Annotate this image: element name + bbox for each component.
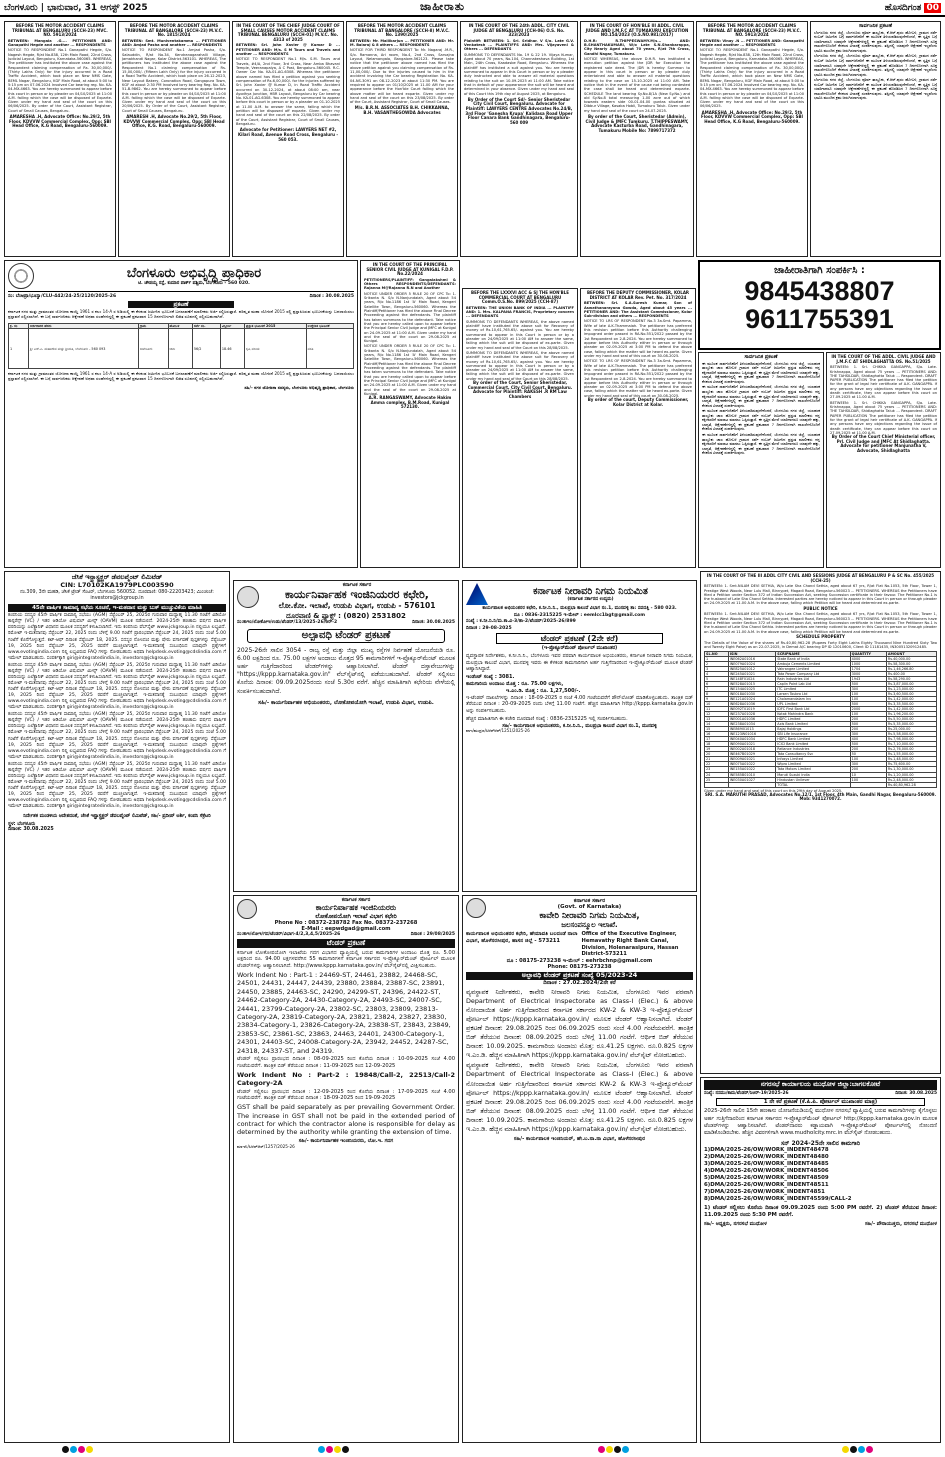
- gadag-notice-label: ಟೆಂಡರ್ ಪ್ರಕಟಣೆ: [237, 939, 455, 947]
- registration-marks: [842, 1446, 902, 1454]
- page-number: 00: [926, 3, 939, 13]
- jck-title: ಜೆಸಿಕೆ ಇನ್ಫ್ರಾಸ್ಟ್ರಕ್ಚರ್ ಡೆವಲಪ್ಮೆಂಟ್ ಲಿಮಿಟೆಡ್: [71, 573, 163, 581]
- mudhol-tender: ನಗರಸಭೆ ಕಾರ್ಯಾಲಯ ಮುಧೋಳ ಜಿಲ್ಲಾ:ಬಾಗಲಕೋಟೆ ಸಂಖ್ಯೆ: ನಸಮು/ಕಾಮ/ಟೆಂಡರ್/ಸಿಆರ್-19/2025-26 ದಿನಾಂಕ: 30.08.2025 1 ನೇ ಕರೆ ಪ್ರಕಟಣೆ (ಕೆ.ಪಿ.ಪಿ. ಪೋರ್ಟಲ್ ಮುಖಾಂತರ ಮಾತ್ರ) 2025-26ನೇ ಸಾಲಿನ 15ನೇ ಹಣಕಾಸು ಯೋಜನೆಯಡಿಯಲ್ಲಿ ಮುಧೋಳ ನಗರಸಭೆ ವ್ಯಾಪ್ತಿಯಲ್ಲಿ ಬರುವ ಕಾಮಗಾರಿಗಳನ್ನು ಕೈಗೊಳ್ಳಲು ಅರ್ಹ ಗುತ್ತಿಗೆದಾರರಿಂದ ಕರ್ನಾಟಕ ಸರ್ಕಾರದ ಇ-ಪ್ರೊಕ್ಯೂರ್‌ಮೆಂಟ್ ಪೋರ್ಟಲ್ http://kppp.karnataka.gov.in ಮೂಲಕ ಟೆಂಡರ್‌ಗಳನ್ನು ಆಹ್ವಾನಿಸಲಾಗಿದೆ. ಟೆಂಡರ್‌ದಾರರು ಕಡ್ಡಾಯವಾಗಿ ಇ-ಪ್ರೊಕ್ಯೂರ್‌ಮೆಂಟ್ ಪೋರ್ಟಲ್‌ನಲ್ಲಿ ನೋಂದಣಿ ಮಾಡಿಕೊಂಡಿರಬೇಕು. ಹೆಚ್ಚಿನ ವಿವರಗಳಿಗಾಗಿ www.mudholcity.mrc.in ವೆಬ್‌ಸೈಟ್ ನೋಡಬಹುದು. ಸನ್ 2024-25ನೇ ಸಾಲಿನ ಕಾಮಗಾರಿ 1)DMA/2025-26/OW/WORK_INDENT48478 2)DMA/2025-26/OW/WORK_INDENT48480 3)DMA/2025-26/OW/WORK_INDENT48485 4)DMA/2025-26/OW/WORK_INDENT48506 5)DMA/2025-26/OW/WORK_INDENT48509 6)DMA/2025-26/OW/WORK_INDENT48511 7)DMA/2025-26/OW/WORK_INDENT4851 8)DMA/2025-26/OW/WORK_INDENT45599/CALL-2 1) ಟೆಂಡರ್ ಸಲ್ಲಿಸಲು ಕೊನೆಯ ದಿನಾಂಕ 09.09.2025 ರಂದು 5:00 PM ರವರೆಗೆ. 2) ಟೆಂಡರ್ ತೆರೆಯುವ ದಿನಾಂಕ: 11.09.2025 ರಂದು 5:30 PM ರವರೆಗೆ. ಸಹಿ/- ಅಧ್ಯಕ್ಷರು, ನಗರಸಭೆ ಮುಧೋಳ ಸಹಿ/- ಪೌರಾಯುಕ್ತರು, ನಗರಸಭೆ ಮುಧೋಳ: [700, 1077, 941, 1443]
- bda-notice-label: ಪ್ರಕಟಣೆ: [128, 301, 234, 308]
- work-indent-list: [704, 1147, 937, 1204]
- bda-title: ಬೆಂಗಳೂರು ಅಭಿವೃದ್ಧಿ ಪ್ರಾಧಿಕಾರ: [126, 265, 262, 281]
- kaveri-tender: ಕರ್ನಾಟಕ ಸರ್ಕಾರ (Govt. of Karnataka) ಕಾವೇರಿ ನೀರಾವರಿ ನಿಗಮ ನಿಯಮಿತ, ಜಲಸಂಪನ್ಮೂಲ ಇಲಾಖೆ. ಕಾರ್ಯಪಾಲಕ ಅಭಿಯಂತರರ ಕಛೇರಿ, ಹೇಮಾವತಿ ಬಲದಂಡೆ ನಾಲಾ ವಿಭಾಗ, ಹೊಳೆನರಸೀಪುರ, ಹಾಸನ ಜಿಲ್ಲೆ - 573211 Office of the Executive Engineer, Hemavathy Right Bank Canal, Division, Holenarasipura, Hassan District-573211 ದೂ : 08175-273238 ಇ-ಮೇಲ್ : eehrbchnp@gmail.com Phone: 08175-273238 ಅಲ್ಪಾವಧಿ ಟೆಂಡರ್ ಪ್ರಕಟಣೆ ಸಂಖ್ಯೆ 05/2023-24 ದಿನಾಂಕ : 27.02.2024/2ನೇ ಕರೆ ವ್ಯವಸ್ಥಾಪಕ ನಿರ್ದೇಶಕರು, ಕಾವೇರಿ ನೀರಾವರಿ ನಿಗಮ ನಿಯಮಿತ, ಬೆಂಗಳೂರು ಇವರ ಪರವಾಗಿ Department of Electrical Inspectorate as Class-I (Elec.) & above ನೋಂದಾಯಿತ ಅರ್ಹ ಗುತ್ತಿಗೆದಾರರಿಂದ ಕರ್ನಾಟಕ ಸರ್ಕಾರದ KW-2 & KW-3 ಇ-ಪ್ರೊಕ್ಯೂರ್‌ಮೆಂಟ್ ಪೋರ್ಟಲ್ https://kppp.karnataka.gov.in/ ಮೂಲಕ ಟೆಂಡರ್ ಆಹ್ವಾನಿಸಲಾಗಿದೆ. ಟೆಂಡರ್ ಪ್ರಕಟಣೆ ದಿನಾಂಕ: 29.08.2025 ರಿಂದ 06.09.2025 ರಂದು ಸಂಜೆ 4.00 ಗಂಟೆಯವರೆಗೆ. ತಾಂತ್ರಿಕ ಬಿಡ್ ತೆರೆಯುವ ದಿನಾಂಕ: 08.09.2025 ರಂದು ಬೆಳಿಗ್ಗೆ 11.00 ಗಂಟೆಗೆ. ಆರ್ಥಿಕ ಬಿಡ್ ತೆರೆಯುವ ದಿನಾಂಕ: 10.09.2025. ಕಾಮಗಾರಿಯ ಅಂದಾಜು ಮೊತ್ತ: ರೂ.41.25 ಲಕ್ಷಗಳು. ರೂ.0.825 ಲಕ್ಷಗಳ ಇ.ಎಂ.ಡಿ. ಹೆಚ್ಚಿನ ಮಾಹಿತಿಗಾಗಿ https://kppp.karnataka.gov.in/ ವೆಬ್‌ಸೈಟ್ ನೋಡಬಹುದು. ವ್ಯವಸ್ಥಾಪಕ ನಿರ್ದೇಶಕರು, ಕಾವೇರಿ ನೀರಾವರಿ ನಿಗಮ ನಿಯಮಿತ, ಬೆಂಗಳೂರು ಇವರ ಪರವಾಗಿ Department of Electrical Inspectorate as Class-I (Elec.) & above ನೋಂದಾಯಿತ ಅರ್ಹ ಗುತ್ತಿಗೆದಾರರಿಂದ ಕರ್ನಾಟಕ ಸರ್ಕಾರದ KW-2 & KW-3 ಇ-ಪ್ರೊಕ್ಯೂರ್‌ಮೆಂಟ್ ಪೋರ್ಟಲ್ https://kppp.karnataka.gov.in/ ಮೂಲಕ ಟೆಂಡರ್ ಆಹ್ವಾನಿಸಲಾಗಿದೆ. ಟೆಂಡರ್ ಪ್ರಕಟಣೆ ದಿನಾಂಕ: 29.08.2025 ರಿಂದ 06.09.2025 ರಂದು ಸಂಜೆ 4.00 ಗಂಟೆಯವರೆಗೆ. ತಾಂತ್ರಿಕ ಬಿಡ್ ತೆರೆಯುವ ದಿನಾಂಕ: 08.09.2025 ರಂದು ಬೆಳಿಗ್ಗೆ 11.00 ಗಂಟೆಗೆ. ಆರ್ಥಿಕ ಬಿಡ್ ತೆರೆಯುವ ದಿನಾಂಕ: 10.09.2025. ಕಾಮಗಾರಿಯ ಅಂದಾಜು ಮೊತ್ತ: ರೂ.41.25 ಲಕ್ಷಗಳು. ರೂ.0.825 ಲಕ್ಷಗಳ ಇ.ಎಂ.ಡಿ. ಹೆಚ್ಚಿನ ಮಾಹಿತಿಗಾಗಿ https://kppp.karnataka.gov.in/ ವೆಬ್‌ಸೈಟ್ ನೋಡಬಹುದು. ಸಹಿ/- ಕಾರ್ಯಪಾಲಕ ಇಂಜಿನಿಯರ್, ಹೇ.ಬ.ನಾ.ನಾ ವಿಭಾಗ, ಹೊಳೆನರಸೀಪುರ: [462, 895, 697, 1443]
- list-item: 5)DMA/2025-26/OW/WORK_INDENT48509: [704, 1175, 829, 1182]
- registration-marks: [62, 1446, 122, 1454]
- mudhol-title: ನಗರಸಭೆ ಕಾರ್ಯಾಲಯ ಮುಧೋಳ ಜಿಲ್ಲಾ:ಬಾಗಲಕೋಟೆ: [704, 1080, 937, 1090]
- kannada-public-notice: ಸಾರ್ವಜನಿಕ ಪ್ರಕಟಣೆ ಈ ಮೂಲಕ ಸಾರ್ವಜನಿಕರಿಗೆ ತಿಳಿಯಪಡಿಸುವುದೇನೆಂದರೆ, ಬೆಂಗಳೂರು ನಗರ ಜಿಲ್ಲೆ, ಯಲಹಂಕ ತಾಲ್ಲೂಕು ಜಾಲ ಹೋಬಳಿ ಗ್ರಾಮದ ಸರ್ವೆ ನಂಬರ್ ಜಮೀನಿನ ಪ್ರಸ್ತುತ ಮಾಲೀಕರು ನನ್ನ ಕಕ್ಷಿದಾರರಿಗೆ ಮಾರಾಟ ಮಾಡಲು ಒಪ್ಪಿರುತ್ತಾರೆ. ಈ ಸ್ವತ್ತಿನ ಮೇಲೆ ಯಾರಿಗಾದರೂ ಯಾವುದೇ ಹಕ್ಕು, ಬಾಧ್ಯತೆ, ಆಕ್ಷೇಪಣೆಗಳಿದ್ದಲ್ಲಿ ಈ ಪ್ರಕಟಣೆ ಪ್ರಕಟವಾದ 7 ದಿನಗಳೊಳಗಾಗಿ ದಾಖಲೆಗಳೊಂದಿಗೆ ಕೆಳಕಂಡ ವಿಳಾಸಕ್ಕೆ ಸಂಪರ್ಕಿಸುವುದು. ಈ ಮೂಲಕ ಸಾರ್ವಜನಿಕರಿಗೆ ತಿಳಿಯಪಡಿಸುವುದೇನೆಂದರೆ, ಬೆಂಗಳೂರು ನಗರ ಜಿಲ್ಲೆ, ಯಲಹಂಕ ತಾಲ್ಲೂಕು ಜಾಲ ಹೋಬಳಿ ಗ್ರಾಮದ ಸರ್ವೆ ನಂಬರ್ ಜಮೀನಿನ ಪ್ರಸ್ತುತ ಮಾಲೀಕರು ನನ್ನ ಕಕ್ಷಿದಾರರಿಗೆ ಮಾರಾಟ ಮಾಡಲು ಒಪ್ಪಿರುತ್ತಾರೆ. ಈ ಸ್ವತ್ತಿನ ಮೇಲೆ ಯಾರಿಗಾದರೂ ಯಾವುದೇ ಹಕ್ಕು, ಬಾಧ್ಯತೆ, ಆಕ್ಷೇಪಣೆಗಳಿದ್ದಲ್ಲಿ ಈ ಪ್ರಕಟಣೆ ಪ್ರಕಟವಾದ 7 ದಿನಗಳೊಳಗಾಗಿ ದಾಖಲೆಗಳೊಂದಿಗೆ ಕೆಳಕಂಡ ವಿಳಾಸಕ್ಕೆ ಸಂಪರ್ಕಿಸುವುದು. ಈ ಮೂಲಕ ಸಾರ್ವಜನಿಕರಿಗೆ ತಿಳಿಯಪಡಿಸುವುದೇನೆಂದರೆ, ಬೆಂಗಳೂರು ನಗರ ಜಿಲ್ಲೆ, ಯಲಹಂಕ ತಾಲ್ಲೂಕು ಜಾಲ ಹೋಬಳಿ ಗ್ರಾಮದ ಸರ್ವೆ ನಂಬರ್ ಜಮೀನಿನ ಪ್ರಸ್ತುತ ಮಾಲೀಕರು ನನ್ನ ಕಕ್ಷಿದಾರರಿಗೆ ಮಾರಾಟ ಮಾಡಲು ಒಪ್ಪಿರುತ್ತಾರೆ. ಈ ಸ್ವತ್ತಿನ ಮೇಲೆ ಯಾರಿಗಾದರೂ ಯಾವುದೇ ಹಕ್ಕು, ಬಾಧ್ಯತೆ, ಆಕ್ಷೇಪಣೆಗಳಿದ್ದಲ್ಲಿ ಈ ಪ್ರಕಟಣೆ ಪ್ರಕಟವಾದ 7 ದಿನಗಳೊಳಗಾಗಿ ದಾಖಲೆಗಳೊಂದಿಗೆ ಕೆಳಕಂಡ ವಿಳಾಸಕ್ಕೆ ಸಂಪರ್ಕಿಸುವುದು. ಈ ಮೂಲಕ ಸಾರ್ವಜನಿಕರಿಗೆ ತಿಳಿಯಪಡಿಸುವುದೇನೆಂದರೆ, ಬೆಂಗಳೂರು ನಗರ ಜಿಲ್ಲೆ, ಯಲಹಂಕ ತಾಲ್ಲೂಕು ಜಾಲ ಹೋಬಳಿ ಗ್ರಾಮದ ಸರ್ವೆ ನಂಬರ್ ಜಮೀನಿನ ಪ್ರಸ್ತುತ ಮಾಲೀಕರು ನನ್ನ ಕಕ್ಷಿದಾರರಿಗೆ ಮಾರಾಟ ಮಾಡಲು ಒಪ್ಪಿರುತ್ತಾರೆ. ಈ ಸ್ವತ್ತಿನ ಮೇಲೆ ಯಾರಿಗಾದರೂ ಯಾವುದೇ ಹಕ್ಕು, ಬಾಧ್ಯತೆ, ಆಕ್ಷೇಪಣೆಗಳಿದ್ದಲ್ಲಿ ಈ ಪ್ರಕಟಣೆ ಪ್ರಕಟವಾದ 7 ದಿನಗಳೊಳಗಾಗಿ ದಾಖಲೆಗಳೊಂದಿಗೆ ಕೆಳಕಂಡ ವಿಳಾಸಕ್ಕೆ ಸಂಪರ್ಕಿಸುವುದು.: [698, 352, 824, 568]
- table-row: 25 INE030A01027 Hindustan Unilever 100 Rs.2,48,000.00: [705, 777, 937, 782]
- notice-mact-3: BEFORE THE MOTOR ACCIDENT CLAIMS TRIBUNAL AT BANGALORE (SCCH-23) M.V.C. NO. 5913/2024 BETWEEN: Vinay .N ... PETITIONER AND: Ganapathi Hegde and another ... RESPONDENTS NOTICE TO RESPONDENT No.1 Ganapathi Hegde, S/o. Nagesh Hegde, R/at No.838, 12th Main Road, 22nd Cross, Judicial Layout, Bengaluru, Karnataka-560065. WHEREAS, The petitioner has instituted the above case against the Respondent claiming compensation of Rs. 30,00,000/- (Thirty Lakhs Only) for the injury occurred in a Road Traffic Accident, which took place on New NMS Gate, BEML Nagar, Bengaluru, KGF Main Road, at about 5:00 to 5:15 pm on 07.06.2024 Involved Car bearing reg. No. KA-04-MX-4663. You are hereby summoned to appear before this court in person or by pleader on 04/10/2025 at 11:00 A.M. failing which the case will be disposed of Exparte. Given under my hand and seal of the court on this 06/06/2025. AMARESHA .H, Advocate Office: No.29/2, 5th Floor, KDVVW Commercial Complex, Opp: SBI Head Office, K.G Road, Bengaluru-560009.: [696, 21, 808, 257]
- ad-phone-1: 9845438807: [744, 275, 895, 306]
- table-row: 10 INE628A01036 UPL Limited 500 Rs.3,35,500.00: [705, 702, 937, 707]
- table-row: 20 INE467B01029 Tata Consultancy Svc 50 Rs.1,55,000.00: [705, 752, 937, 757]
- header-section: ಜಾಹೀರಾತು: [420, 0, 466, 13]
- table-row: 8 INE018A01030 Larsen Toubro Ltd 100 Rs.3,60,500.00: [705, 692, 937, 697]
- bda-notice: ಬೆಂಗಳೂರು ಅಭಿವೃದ್ಧಿ ಪ್ರಾಧಿಕಾರ ಟಿ. ಚೌಡಯ್ಯ ರಸ್ತೆ, ಕುಮಾರ ಪಾರ್ಕ್ ಪಶ್ಚಿಮ, ಬೆಂಗಳೂರು - 560 020. ಸಂ: ಬೆಂಅಪ್ರಾ/ಭೂಸ್ವಾ/CLU-442/24-25/2120/2025-26 ದಿನಾಂಕ : 30.08.2025 ಪ್ರಕಟಣೆ ಕರ್ನಾಟಕ ನಗರ ಮತ್ತು ಗ್ರಾಮಾಂತರ ಯೋಜನಾ ಕಾಯ್ದೆ 1961 ರ ಕಲಂ 14-A ರ ಅಡಿಯಲ್ಲಿ ಈ ಕೆಳಕಂಡ ಜಮೀನಿನ ಭೂಬಳಕೆ ಬದಲಾವಣೆಗೆ ಮಾಲೀಕರು ಅರ್ಜಿ ಸಲ್ಲಿಸಿರುತ್ತಾರೆ. ಪರಿಷ್ಕೃತ ಮಹಾ ಯೋಜನೆ 2015 ರಲ್ಲಿ ಪ್ರಸ್ತಾಪಿಸಿರುವ ಭೂಬಳಕೆಯನ್ನು ಬದಲಾಯಿಸಲು ಪ್ರಸ್ತಾವನೆ ಸಲ್ಲಿಸಲಾಗಿದೆ. ಈ ಬಗ್ಗೆ ಸಾರ್ವಜನಿಕರು ಆಕ್ಷೇಪಣೆ ಅಥವಾ ಸಲಹೆಗಳಿದ್ದಲ್ಲಿ ಈ ಪ್ರಕಟಣೆ ಪ್ರಕಟವಾದ 15 ದಿನಗಳೊಳಗಾಗಿ ಲಿಖಿತ ರೂಪದಲ್ಲಿ ಸಲ್ಲಿಸಬಹುದಾಗಿದೆ. ಕ್ರ. ಸಂ ಅರ್ಜಿದಾರರ ಹೆಸರು ಗ್ರಾಮ ಹೋಬಳಿ ಸರ್ವೆ ನಂ. ವಿಸ್ತೀರ್ಣ ಪ್ರಸ್ತುತ ಭೂಬಳಕೆ 2015 ಉದ್ದೇಶಿತ ಭೂಬಳಕೆ 1 ಶ್ರೀ ಎಸ್.ಎ. ಮಹಾದೇವ ಮತ್ತು ಶ್ರೀಮತಿ, ಬೆಂಗಳೂರು - 560 093 ಬಾಗಲೂರು ಜಾಲ 56/2 18.46 ಕೃಷಿ ವಲಯ ವಸತಿ ಕರ್ನಾಟಕ ನಗರ ಮತ್ತು ಗ್ರಾಮಾಂತರ ಯೋಜನಾ ಕಾಯ್ದೆ 1961 ರ ಕಲಂ 14-A ರ ಅಡಿಯಲ್ಲಿ ಈ ಕೆಳಕಂಡ ಜಮೀನಿನ ಭೂಬಳಕೆ ಬದಲಾವಣೆಗೆ ಮಾಲೀಕರು ಅರ್ಜಿ ಸಲ್ಲಿಸಿರುತ್ತಾರೆ. ಪರಿಷ್ಕೃತ ಮಹಾ ಯೋಜನೆ 2015 ರಲ್ಲಿ ಪ್ರಸ್ತಾಪಿಸಿರುವ ಭೂಬಳಕೆಯನ್ನು ಬದಲಾಯಿಸಲು ಪ್ರಸ್ತಾವನೆ ಸಲ್ಲಿಸಲಾಗಿದೆ. ಈ ಬಗ್ಗೆ ಸಾರ್ವಜನಿಕರು ಆಕ್ಷೇಪಣೆ ಅಥವಾ ಸಲಹೆಗಳಿದ್ದಲ್ಲಿ ಈ ಪ್ರಕಟಣೆ ಪ್ರಕಟವಾದ 15 ದಿನಗಳೊಳಗಾಗಿ ಲಿಖಿತ ರೂಪದಲ್ಲಿ ಸಲ್ಲಿಸಬಹುದಾಗಿದೆ. ಸಹಿ/- ನಗರ ಯೋಜನಾ ಸದಸ್ಯರು, ಬೆಂಗಳೂರು ಅಭಿವೃದ್ಧಿ ಪ್ರಾಧಿಕಾರ, ಬೆಂಗಳೂರು: [4, 260, 358, 568]
- ad-phone-2: 9611755391: [745, 304, 894, 335]
- table-row: 11 INE092T01019 IDFC First Bank Ltd 2000 Rs.1,42,000.00: [705, 707, 937, 712]
- list-item: 3)DMA/2025-26/OW/WORK_INDENT48485: [704, 1160, 829, 1167]
- registration-marks: [598, 1446, 658, 1454]
- notice-kunigal: IN THE COURT OF THE PRINCIPAL SENIOR CIVIL JUDGE AT KUNIGAL F.D.P. No.22/2024 PETITIONERS/PLAINTIFF: Gangalakshmi & Others RESPONDENTS/DEFENDANTS: Rajanna M@Rajanna R.N and Another NOTICE UNDER ORDER 5 RULE 20 OF CPC To: 1. Srikanta N. S/o N.Nanjundaiah, Aged about 54 years, R/o No.1186 1st 'A' Main Road, Kengeri Satellite Town, Bengaluru-560060. Whereas the Plaintiff/Petitioner has filed the above Final Decree Proceeding against the defendants. The plaintiff has taken summons to the defendant. Take notice that you are hereby called upon to appear before the Principal Senior Civil Judge and JMFC at Kunigal on 24-09-2025 at 11:00 A.M. Given under my hand and the seal of the court on 29-08-2025 at Kunigal. NOTICE UNDER ORDER 5 RULE 20 OF CPC To: 1. Srikanta N. S/o N.Nanjundaiah, Aged about 54 years, R/o No.1186 1st 'A' Main Road, Kengeri Satellite Town, Bengaluru-560060. Whereas the Plaintiff/Petitioner has filed the above Final Decree Proceeding against the defendants. The plaintiff has taken summons to the defendant. Take notice that you are hereby called upon to appear before the Principal Senior Civil Judge and JMFC at Kunigal on 24-09-2025 at 11:00 A.M. Given under my hand and the seal of the court on 29-08-2025 at Kunigal. A.R. RANGASWAMY, Advocate Hakim Amma complex, B.M.Road, Kunigal 572130.: [360, 260, 460, 568]
- notice-city-civil-court: IN THE COURT OF THE III ADDL CITY CIVIL AND SESSIONS JUDGE AT BENGALURU P & SC No. 455/2025 (CCH-25) BETWEEN: 1. Smt.NILAM DEVI SETHIA, W/o Late Sha Chand Sethia, aged about 67 yrs, R/at Flat No.1053, 5th Floor, Tower 1, Prestige West Woods, Near Lulu Mall, Binnypet, Magadi Road, Bengaluru-560023 ... PETITIONERS. WHEREAS the Petitioners have filed a Petition under Section 372 of Indian Succession Act, seeking Succession certificate in their favour. The Petitioner No.1 is the husband of Late Sha Chand Sethia. Interested parties are hereby noticed to appear in this Court in person or through pleader on 24.09.2025 at 11.00 A.M. In the above case, failing which Petition will be heard and determined ex-parte. PUBLIC NOTICE BETWEEN: 1. Smt.NILAM DEVI SETHIA, W/o Late Sha Chand Sethia, aged about 67 yrs, R/at Flat No.1053, 5th Floor, Tower 1, Prestige West Woods, Near Lulu Mall, Binnypet, Magadi Road, Bengaluru-560023 ... PETITIONERS. WHEREAS the Petitioners have filed a Petition under Section 372 of Indian Succession Act, seeking Succession certificate in their favour. The Petitioner No.1 is the husband of Late Sha Chand Sethia. Interested parties are hereby noticed to appear in this Court in person or through pleader on 24.09.2025 at 11.00 A.M. In the above case, failing which Petition will be heard and determined ex-parte. SCHEDULE PROPERTY The Details of the Value of the shares of Rs.40,80,962.28 (Rupees Forty Eight Lakhs Eighty Thousand Nine Hundred Sixty Two and Twenty Eight Paise) as on 22-07-2025, in Demat A/C bearing DP ID 12010600, Client ID 11181435, IN30051320912485. SL.NO ISIN SCRIPNAME QUANTITY AMOUNT 1 INE062A01016 State Bank of India 4000 Rs.40,000.00 2 INE079A01024 Ambuja Cements Limited 1000 Rs.58,300.00 3 INE825A01012 Vakrangee Limited 1704 Rs.1,46,266.80 4 INE245A01021 Tata Power Company Ltd 3000 Rs.400.00 5 INE148F01024 Rain Industries Ltd 1943 Rs.58,290.00 6 INE528A01015 Caplin Point Lab Ltd 500 Rs.3,87,000.00 7 INE154A01025 ITC Limited 300 Rs.1,23,000.00 8 INE018A01030 Larsen Toubro Ltd 100 Rs.3,60,500.00 9 INE121A01024 Cholamandalam Inv 100 Rs.1,42,000.00 10 INE628A01036 UPL Limited 500 Rs.3,35,500.00 11 INE092T01019 IDFC First Bank Ltd 2000 Rs.1,42,000.00 12 INE237A01028 Kotak Mahindra Bank 100 Rs.1,96,200.00 13 INE001A01036 HDFC Limited 200 Rs.5,50,000.00 14 INE238A01034 Axis Bank Limited 500 Rs.5,35,000.00 15 INE869I01013 Bajaj Holdings 200 Rs.25,000.00 16 INE123W01016 SBI Life Insurance 300 Rs.5,58,000.00 17 INE040A01034 HDFC Bank Limited 400 Rs.7,98,000.00 18 INE090A01021 ICICI Bank Limited 500 Rs.7,10,000.00 19 INE002A01018 Reliance Industries 200 Rs.2,76,000.00 20 INE467B01029 Tata Consultancy Svc 50 Rs.1,55,000.00 21 INE009A01021 Infosys Limited 100 Rs.1,48,000.00 22 INE075A01022 Wipro Limited 300 Rs.75,600.00 23 INE155A01022 Tata Motors Limited 200 Rs.1,30,000.00 24 INE585B01010 Maruti Suzuki India 10 Rs.1,20,000.00 25 INE030A01027 Hindustan Unilever 100 Rs.2,48,000.00 TOTAL Rs.40,80,962.28 Given under my hand and seal of this court on this 29th day of August 2025. SRI. S.A. MARUTHI PRASAD, Advocates No.12/1, 1st Floor, 4th Main, Gandhi Nagar, Bengaluru-560009. Mob: 9341270072.: [700, 571, 941, 1074]
- gadag-tender: ಕರ್ನಾಟಕ ಸರ್ಕಾರ ಕಾರ್ಯನಿರ್ವಾಹಕ ಇಂಜಿನಿಯರರು ಲೋಕೋಪಯೋಗಿ ಇಲಾಖೆ ವಿಭಾಗ ಕಛೇರಿ Phone No : 08372-238782 Fax No. 08372-237268 E-Mail : eepwdgad@gmail.com ಸಂ:ಕಾಇ/ಲೋಇ/ಗದ/ಟೆಂಡರ್/ವಿಭಾಗ-4/2,3,4,5/2025-26 ದಿನಾಂಕ : 29/08/2025 ಟೆಂಡರ್ ಪ್ರಕಟಣೆ ಕರ್ನಾಟಕ ಲೋಕೋಪಯೋಗಿ ಇಲಾಖೆಯ ಗದಗ ವಿಭಾಗದ ವ್ಯಾಪ್ತಿಯಲ್ಲಿ ಬರುವ ಕಾಮಗಾರಿಗಳ ಅಂದಾಜು ಮೊತ್ತ ರೂ. 5.00 ಲಕ್ಷದಿಂದ ರೂ. 94.00 ಲಕ್ಷಗಳವರೆಗಿನ 55 ಕಾಮಗಾರಿಗಳಿಗೆ ಕರ್ನಾಟಕ ಸರ್ಕಾರದ ಇ-ಪ್ರೊಕ್ಯೂರ್‌ಮೆಂಟ್ ಪೋರ್ಟಲ್ ಮೂಲಕ ಟೆಂಡರ್‌ಗಳನ್ನು ಆಹ್ವಾನಿಸಲಾಗಿದೆ. http://www.kppp.karnataka.gov.in/ ವೆಬ್‌ಸೈಟ್‌ನಲ್ಲಿ ವೀಕ್ಷಿಸಬಹುದು. Work Indent No : Part-1 : 24469-ST, 24461, 23882, 24468-SC, 24501, 24431, 24447, 24439, 23880, 23884, 23887-SC, 23891, 24450, 23885, 24463-SC, 24290, 24299-ST, 24396, 24422-ST, 24462-Category-2A, 24430-Category-2A, 24493-SC, 24007-SC, 24441, 23799-Category-2A, 23802-SC, 23803, 23809, 23813-Category-2A, 23819-Category-2A, 23821, 23824, 23827, 23830, 23834-Category-1, 23826-Category-2A, 23838-ST, 23843, 23849, 23853-SC, 23861-SC, 23863, 24463, 24401, 24300-Category-1, 24301, 24403-SC, 24008-Category-2A, 23942, 24452, 24287-SC, 24318, 24337-ST, and 24319. ಟೆಂಡರ್ ಸಲ್ಲಿಸಲು ಪ್ರಾರಂಭದ ದಿನಾಂಕ : 08-09-2025 ರಿಂದ ಕೊನೆಯ ದಿನಾಂಕ : 10-09-2025 ಸಂಜೆ 4.00 ಗಂಟೆಯವರೆಗೆ. ತಾಂತ್ರಿಕ ಬಿಡ್ ತೆರೆಯುವ ದಿನಾಂಕ : 11-09-2025 ರಿಂದ 12-09-2025 Work Indent No : Part-2 : 19848/Call-2, 22513/Call-2 Category-2A ಟೆಂಡರ್ ಸಲ್ಲಿಸಲು ಪ್ರಾರಂಭದ ದಿನಾಂಕ : 12-09-2025 ರಿಂದ ಕೊನೆಯ ದಿನಾಂಕ : 17-09-2025 ಸಂಜೆ 4.00 ಗಂಟೆಯವರೆಗೆ. ತಾಂತ್ರಿಕ ಬಿಡ್ ತೆರೆಯುವ ದಿನಾಂಕ : 18-09-2025 ರಿಂದ 19-09-2025 GST shall be paid separately as per prevailing Government Order. The increase in GST shall not be paid in the extended period of contract for which the contractor alone is responsible for delay as determined by the authority while granting the extension of time. ಸಹಿ/- ಕಾರ್ಯನಿರ್ವಾಹಕ ಇಂಜಿನಿಯರರು, ಲೋ.ಇ. ಗದಗ ಮಾಇನಿ/ಸಿಆರ್‌ಆರ್/1257/2025-26: [233, 895, 459, 1443]
- header-date: ಬೆಂಗಳೂರು | ಭಾನುವಾರ, 31 ಆಗಸ್ಟ್ 2025: [4, 3, 148, 13]
- knnl-notice-label: ಟೆಂಡರ್ ಪ್ರಕಟಣೆ (2ನೇ ಕರೆ): [496, 633, 663, 644]
- karnataka-emblem-icon: [237, 899, 257, 919]
- notice-commercial-court: BEFORE THE LXXXVI ACC & SJ THE HON'BLE COMMERCIAL COURT AT BENGALURU Comm.O.S.No. 899/2025 (CCH-87) BETWEEN: THE UNION BANK OF INDIA ... PLAINTIFF AND: 1. Mrs. KALPANA FRANCIS, Proprietary concern ... DEFENDANTS SUMMONS TO DEFENDANTS WHEREAS, the above named plaintiff have instituted the above suit for Recovery of money of Rs.10,61,765.65/- against you. You are hereby summoned to appear in this Court in person or by a pleader on 24/09/2025 at 11:00 AM to answer the same, failing which the suit will be disposed of ex-parte. Given under my hand and seal of the Court on this 28/08/2025. SUMMONS TO DEFENDANTS WHEREAS, the above named plaintiff have instituted the above suit for Recovery of money of Rs.10,61,765.65/- against you. You are hereby summoned to appear in this Court in person or by a pleader on 24/09/2025 at 11:00 AM to answer the same, failing which the suit will be disposed of ex-parte. Given under my hand and seal of the Court on this 28/08/2025. By order of the Court, Senior Sheristedar, Commercial Court, City Civil Court, Bengaluru. Advocate for Plaintiff: RAKESH .R RM Law Chambers: [462, 288, 578, 568]
- table-row: 2 INE079A01024 Ambuja Cements Limited 1000 Rs.58,300.00: [705, 662, 937, 667]
- registration-marks: [318, 1446, 378, 1454]
- list-item: 4)DMA/2025-26/OW/WORK_INDENT48506: [704, 1167, 829, 1174]
- udupi-notice-label: ಅಲ್ಪಾವಧಿ ಟೆಂಡರ್ ಪ್ರಕಟಣೆ: [247, 629, 445, 643]
- notice-kolar-dc: BEFORE THE DEPUTY COMMISSIONER, KOLAR DISTRICT AT KOLAR Rev. Pet. No. 317/2024 BETWEEN: Sri. S.A.Suresh Kumar, Son of Aswathanarayana Gowda, Aged about 45 years ... PETITIONER AND: The Assistant Commissioner, Kolar Sub-division and others ... RESPONDENTS NOTICE TO LRS OF RESPONDENT No.3 3a.Smt. Papamma, Wife of late A.K.Thammaiah. The petitioner has preferred this revision petition before this Authority challenging impugned order passed in RA.No.551/2022 passed by the 1st Respondent on 2-8-2024. You are hereby summoned to appear before this Authority either in person or through pleader on 02-09-2025 at 3:00 PM to defend the above case, failing which the matter will be heard ex-parte. Given under my hand and seal of this court on 30-08-2025. NOTICE TO LRS OF RESPONDENT No.3 3a.Smt. Papamma, Wife of late A.K.Thammaiah. The petitioner has preferred this revision petition before this Authority challenging impugned order passed in RA.No.551/2022 passed by the 1st Respondent on 2-8-2024. You are hereby summoned to appear before this Authority either in person or through pleader on 02-09-2025 at 3:00 PM to defend the above case, failing which the matter will be heard ex-parte. Given under my hand and seal of this court on 30-08-2025. By order of the court, Deputy Commissioner, Kolar District at Kolar.: [580, 288, 696, 568]
- table-row: 15 INE869I01013 Bajaj Holdings 200 Rs.25,000.00: [705, 727, 937, 732]
- table-row: 9 INE121A01024 Cholamandalam Inv 100 Rs.1,42,000.00: [705, 697, 937, 702]
- table-row: 7 INE154A01025 ITC Limited 300 Rs.1,23,000.00: [705, 687, 937, 692]
- table-row: 17 INE040A01034 HDFC Bank Limited 400 Rs.7,98,000.00: [705, 737, 937, 742]
- table-row: 23 INE155A01022 Tata Motors Limited 200 Rs.1,30,000.00: [705, 767, 937, 772]
- list-item: 8)DMA/2025-26/OW/WORK_INDENT45599/CALL-2: [704, 1196, 852, 1203]
- shares-table: SL.NO ISIN SCRIPNAME QUANTITY AMOUNT 1 INE062A01016 State Bank of India 4000 Rs.40,000.00 2 INE079A01024 Ambuja Cements Limited 1000 Rs.58,300.00 3 INE825A01012 Vakrangee Limited 1704 Rs.1,46,266.80 4 INE245A01021 Tata Power Company Ltd 3000 Rs.400.00 5 INE148F01024 Rain Industries Ltd 1943 Rs.58,290.00 6 INE528A01015 Caplin Point Lab Ltd 500 Rs.3,87,000.00 7 INE154A01025 ITC Limited 300 Rs.1,23,000.00 8 INE018A01030 Larsen Toubro Ltd 100 Rs.3,60,500.00 9 INE121A01024 Cholamandalam Inv 100 Rs.1,42,000.00 10 INE628A01036 UPL Limited 500 Rs.3,35,500.00 11 INE092T01019 IDFC First Bank Ltd 2000 Rs.1,42,000.00 12 INE237A01028 Kotak Mahindra Bank 100 Rs.1,96,200.00 13 INE001A01036 HDFC Limited 200 Rs.5,50,000.00 14 INE238A01034 Axis Bank Limited 500 Rs.5,35,000.00 15 INE869I01013 Bajaj Holdings 200 Rs.25,000.00 16 INE123W01016 SBI Life Insurance 300 Rs.5,58,000.00 17 INE040A01034 HDFC Bank Limited 400 Rs.7,98,000.00 18 INE090A01021 ICICI Bank Limited 500 Rs.7,10,000.00 19 INE002A01018 Reliance Industries 200 Rs.2,76,000.00 20 INE467B01029 Tata Consultancy Svc 50 Rs.1,55,000.00 21 INE009A01021 Infosys Limited 100 Rs.1,48,000.00 22 INE075A01022 Wipro Limited 300 Rs.75,600.00 23 INE155A01022 Tata Motors Limited 200 Rs.1,30,000.00 24 INE585B01010 Maruti Suzuki India 10 Rs.1,20,000.00 25 INE030A01027 Hindustan Unilever 100 Rs.2,48,000.00 TOTAL Rs.40,80,962.28: [704, 651, 937, 787]
- notice-scch-01: IN THE COURT OF THE CHIEF JUDGE COURT OF SMALL CAUSES MOTOR ACCIDENT CLAIMS TRIBUNAL BENGALURU (SCCH-01) M.V.C. No. 4313 of 2025 BETWEEN: Sri. John Xavier @ Kumar D ... PETITIONER AND: M/s. S M Tours and Travels and another ... RESPONDENTS NOTICE TO RESPONDENT No.1 M/s. S.M. Tours and Travels, #4/A, 2nd Floor, 3rd Cross, Near Amba Bhavani Temple, Veeranapalya, A C Post, Bengaluru-560045. R.C. Owner Car No. KA-01-AG-6308. Whereas the petitioner above named has filed a petition against you seeking compensation of Rs.6,00,000/- for the injuries suffered by Sri. John Xavier @ Kumar D, in Road Traffic Accident occurred on 30-12-2024, at about 08:00 am, near Ayodhya Junction, HBR Layout, Bengaluru by Car bearing No. KA-01-AG-6308. You are hereby summoned to appear before this court in person or by a pleader on 01.10.2025 at 11.00 A.M. to answer the same, failing which the petition will be disposed off exparte. Given under my hand and seal of the court on this 22/08/2025. By order of the Court, Assistant Registrar, Court of Small Causes, Bengaluru. Advocate for Petitioner: LAWYERS NET #2, Kilari Road, Avenue Road Cross, Bengaluru - 560 053.: [232, 21, 344, 257]
- page-header: [0, 0, 945, 17]
- knnl-logo-icon: [466, 583, 488, 605]
- udupi-tender: ಕರ್ನಾಟಕ ಸರ್ಕಾರ ಕಾರ್ಯನಿರ್ವಾಹಕ ಇಂಜಿನಿಯರರ ಕಛೇರಿ, ಲೋ.ಕೋ. ಇಲಾಖೆ, ಉಡುಪಿ ವಿಭಾಗ, ಉಡುಪಿ - 576101 ದೂರವಾಣಿ & ಫ್ಯಾಕ್ಸ್ : (0820) 2531802 ಸಂ:ಕಾಇಂ/ಲೋಕೋಇ/ಉಡು/ಟೆಂಡರ್/13/2025-26/ಆರ್-2 ದಿನಾಂಕ: 30.08.2025 ಅಲ್ಪಾವಧಿ ಟೆಂಡರ್ ಪ್ರಕಟಣೆ 2025-26ನೇ ಸಾಲಿನ 3054 - ರಾಜ್ಯ ರಸ್ತೆ ಮತ್ತು ಜಿಲ್ಲಾ ಮುಖ್ಯ ರಸ್ತೆಗಳ ನಿರ್ವಹಣೆ ಯೋಜನೆಯಡಿ ರೂ. 6.00 ಲಕ್ಷದಿಂದ ರೂ. 75.00 ಲಕ್ಷಗಳ ಅಂದಾಜು ಮೊತ್ತದ 95 ಕಾಮಗಾರಿಗಳಿಗೆ ಇ-ಪ್ರೊಕ್ಯೂರ್‌ಮೆಂಟ್ ಮೂಲಕ ಅರ್ಹ ಗುತ್ತಿಗೆದಾರರಿಂದ ಟೆಂಡರ್‌ಗಳನ್ನು ಆಹ್ವಾನಿಸಲಾಗಿದೆ. ಟೆಂಡರ್ ದಸ್ತಾವೇಜುಗಳನ್ನು "https://kppp.karnataka.gov.in" ವೆಬ್‌ಸೈಟ್‌ನಲ್ಲಿ ಪಡೆಯಬಹುದಾಗಿದೆ. ಟೆಂಡರ್ ಸಲ್ಲಿಸಲು ಕೊನೆಯ ದಿನಾಂಕ: 09.09.2025ರಂದು ಸಂಜೆ 5.30ರ ವರೆಗೆ. ಹೆಚ್ಚಿನ ಮಾಹಿತಿಗಾಗಿ ಕಛೇರಿಯ ವೇಳೆಯಲ್ಲಿ ಸಂಪರ್ಕಿಸಬಹುದಾಗಿದೆ. ಸಹಿ/- ಕಾರ್ಯನಿರ್ವಾಹಕ ಅಭಿಯಂತರರು, ಲೋಕೋಪಯೋಗಿ ಇಲಾಖೆ, ಉಡುಪಿ ವಿಭಾಗ, ಉಡುಪಿ.: [233, 580, 459, 892]
- table-row: TOTAL Rs.40,80,962.28: [705, 782, 937, 787]
- notice-mact-1: BEFORE THE MOTOR ACCIDENT CLAIMS TRIBUNAL AT BENGALURU (SCCH-23) MVC. NO. 5913/2024 BETWEEN: Mangala .G.... PETITIONER AND: Ganapathi Hegde and another ... RESPONDENTS NOTICE TO RESPONDENT No.1 Ganapathi Hegde, S/o. Nagesh Hegde, R/at No.838, 12th Main Road, 22nd Cross, Judicial Layout, Bengaluru, Karnataka-560065. WHEREAS, The petitioner has instituted the above case against the Respondent claiming compensation of Rs. 30,00,000/- (Thirty Lakhs Only) for the injury occurred in a Road Traffic Accident, which took place on New NMS Gate, BEML Nagar, Bengaluru, KGF Main Road, at about 5:00 to 5:15 pm on 07.06.2024 Involved Car bearing reg. No. KA-04-MX-4663. You are hereby summoned to appear before this court in person or by pleader on 04/10/2025 at 11:00 A.M. failing which the case will be disposed of Exparte. Given under my hand and seal of the court on this 06/06/2025. By order of the Court, Assistant Registrar, Court of Small Causes, Bengaluru. AMARESHA .H, Advocate Office: No.29/2, 5th Floor, KDVVW Commercial Complex, Opp: SBI Head Office, K.G Road, Bengaluru-560009.: [4, 21, 116, 257]
- table-row: 24 INE585B01010 Maruti Suzuki India 10 Rs.1,20,000.00: [705, 772, 937, 777]
- list-item: 6)DMA/2025-26/OW/WORK_INDENT48511: [704, 1182, 829, 1189]
- table-row: 1 INE062A01016 State Bank of India 4000 Rs.40,000.00: [705, 657, 937, 662]
- karnataka-emblem-icon: [237, 586, 259, 608]
- table-row: 18 INE090A01021 ICICI Bank Limited 500 Rs.7,10,000.00: [705, 742, 937, 747]
- table-row: 19 INE002A01018 Reliance Industries 200 Rs.2,76,000.00: [705, 747, 937, 752]
- table-row: 22 INE075A01022 Wipro Limited 300 Rs.75,600.00: [705, 762, 937, 767]
- header-paper: ಹೊಸದಿಗಂತ 00: [884, 3, 939, 13]
- kaveri-notice-label: ಅಲ್ಪಾವಧಿ ಟೆಂಡರ್ ಪ್ರಕಟಣೆ ಸಂಖ್ಯೆ 05/2023-24: [466, 972, 693, 980]
- list-item: 1)DMA/2025-26/OW/WORK_INDENT48478: [704, 1146, 829, 1153]
- table-row: 14 INE238A01034 Axis Bank Limited 500 Rs.5,35,000.00: [705, 722, 937, 727]
- jck-agm-banner: 45ನೇ ವಾರ್ಷಿಕ ಸಾಮಾನ್ಯ ಸಭೆಯ ಸೂಚನೆ, ಇ-ಮತದಾನ ಮತ್ತು ಬುಕ್ ಮುಚ್ಚುವಿಕೆಯ ಮಾಹಿತಿ: [8, 604, 226, 612]
- list-item: 2)DMA/2025-26/OW/WORK_INDENT48480: [704, 1153, 829, 1160]
- notice-scch-8: BEFORE THE MOTOR ACCIDENT CLAIMS TRIBUNAL AT BANGALORE (SCCH-8) M.V.C. No. 1390/2025 BETWEEN: Mr. Mallikarjun ... PETITIONER AND: Mr. M. Balaraj & 8 others ... RESPONDENTS NOTICE FOR THIRD RESPONDENT To: Mr. Nagaraj .M.R., S/o. Ramanna, Ari room, No.4, 2nd Cross, Sarvajna Layout, Nelamangala, Bangalore-562123. Please take notice that the petitioner above named has filed the above petition against you claiming compensation of Rs. 11,00,000/- Due to the injuries caused to him in the accident involving the Car bearing Registration No. KA-04-NS-3091 on 08-12-2023 at about 11:30 PM. You are required to appear on 01/10/2025 at 11.00 AM for your appearance before the Hon'ble Court failing which the above matter will be heard exparte. Given under my hand and seal of the court on this 23/08/2025. By order of the Court, Assistant Registrar, Court of Small Causes. M/s. B.R.N. ASSOCIATES B.H. CHIKKANNA, B.H. VASANTHEGOWDA Advocates: [346, 21, 458, 257]
- karnataka-emblem-icon: [466, 898, 486, 918]
- ad-contact-box: [698, 260, 941, 350]
- notice-cch-06: IN THE COURT OF THE 24th ADDL. CITY CIVIL JUDGE AT BENGALURU (CCH-06) O.S. No. 323/2023 Plaintiff: BETWEEN: 1. Sri. Sridhar. V S/o. Late G.V. Venkatesh ... PLAINTIFFS AND: Mrs. Vijayaveni & Others ... DEFENDANTS SUMMONS TO DEFENDANTS No. 19 & 22 19. Vijaya Kumar, Aged about 70 years, No.104, Channakeshava Building, 1st Main, 24th Cross, Kaadasbe Road, Bengaluru. Whereas the plaintiff has instituted a suit against you. You are hereby summoned to appear in this Court in person or by a pleader duly instructed and able to answer all material questions relating to the suit on 10-09-2025 at 11:00 AM. Take notice that in default of your appearance the suit will be heard and determined in your absence. Given under my hand and seal of this Court this 19th day of August 2025, at Bengaluru. By Order of the Court Sd/- Senior Sheristedar City Civil Court, Bengaluru. Advocate for Plaintiff: LAWYERS CENTRE Advocates No.24/B, 3rd Floor 'Ganesha Krupa' Kalidasa Road Upper Floor Canara Bank Gandhinagara, Bengaluru-560 009: [460, 21, 578, 257]
- bda-emblem-icon: [8, 263, 34, 289]
- table-row: 3 INE825A01012 Vakrangee Limited 1704 Rs.1,46,266.80: [705, 667, 937, 672]
- bda-table: ಕ್ರ. ಸಂ ಅರ್ಜಿದಾರರ ಹೆಸರು ಗ್ರಾಮ ಹೋಬಳಿ ಸರ್ವೆ ನಂ. ವಿಸ್ತೀರ್ಣ ಪ್ರಸ್ತುತ ಭೂಬಳಕೆ 2015 ಉದ್ದೇಶಿತ ಭೂಬಳಕೆ 1 ಶ್ರೀ ಎಸ್.ಎ. ಮಹಾದೇವ ಮತ್ತು ಶ್ರೀಮತಿ, ಬೆಂಗಳೂರು - 560 093 ಬಾಗಲೂರು ಜಾಲ 56/2 18.46 ಕೃಷಿ ವಲಯ ವಸತಿ: [8, 323, 354, 369]
- notice-shidlaghatta: IN THE COURT OF THE ADDL. CIVIL JUDGE AND J.M.F.C AT SHIDLAGHATTA OS. No.51/2025 BETWEEN: 1. Sri. CHIKKA GANGAPPA, S/o. Late. Krishnappa, Aged about 75 years ... PETITIONERS AND: THE TAHSILDAR, Shidlaghatta Taluk ... Respondent. DRAFT PAPER PUBLICATION The petitioner has filed the petition for the grant of legal heir certificate of A.K. GANGAPPA. If any persons have any objections regarding the issue of death certificate, they can appear before this court on 27.09.2025 at 11.00 A.M. BETWEEN: 1. Sri. CHIKKA GANGAPPA, S/o. Late. Krishnappa, Aged about 75 years ... PETITIONERS AND: THE TAHSILDAR, Shidlaghatta Taluk ... Respondent. DRAFT PAPER PUBLICATION The petitioner has filed the petition for the grant of legal heir certificate of A.K. GANGAPPA. If any persons have any objections regarding the issue of death certificate, they can appear before this court on 27.09.2025 at 11.00 A.M. By Order of the Court Chief Ministerial officer, Prl. Civil Judge and JMFC At Shidlaghatta. Advocate for petitioner Manjunatha V, Advocate, Shidlaghatta: [826, 352, 941, 568]
- table-row: 12 INE237A01028 Kotak Mahindra Bank 100 Rs.1,96,200.00: [705, 712, 937, 717]
- notice-mact-2: BEFORE THE MOTOR ACCIDENT CLAIMS TRIBUNAL AT BANGALORE (SCCH-23) M.V.C. No. 1815/2024 BETWEEN: Smt. Muniventakamma ... PETITIONER AND: Amjad Pasha and another ... RESPONDENTS NOTICE TO RESPONDENT No.1 Amjad Pasha, S/o. Salauddin, R/at No.34, Kendranagarahalli Village, Jamakhandi Nagar, Kolar District-563101. WHEREAS, The petitioners has instituted the above case against the Respondent No.1 claiming compensation of Rs. 15,00,000/- (Fifteen Lakh Only) for the injury occurred in a Road Traffic Accident, which took place on 26.12.2023, Near Loyout Bakery, Coronation Road, Gangapura Town, KGF at about 2:30 PM Involved lorry bearing Reg. No. KA-51-B-9862. You are hereby summoned to appear before this court in person or by pleader on 04/10/2025 at 11:00 A.M. failing which the case will be disposed of Exparte. Given under my hand and seal of the court on this 20/06/2025. By Order of the Court, Assistant Registrar, Court of Small Causes, Bengaluru. AMARESH .H, Advocate No.29/2, 5th Floor, KDVVW Commercial Complex, Opp: SBI Head Office, K.G. Road, Bengaluru-560009.: [118, 21, 230, 257]
- knnl-tender: ಕರ್ನಾಟಕ ನೀರಾವರಿ ನಿಗಮ ನಿಯಮಿತ (ಕರ್ನಾಟಕ ಸರ್ಕಾರದ ಉದ್ಯಮ) ಕಾರ್ಯಪಾಲಕ ಅಭಿಯಂತರರ ಕಛೇರಿ, ಕ.ನೀ.ನಿ.ನಿ., ಮಲಪ್ರಭಾ ಕಾಲುವೆ ವಿಭಾಗ ನಂ.1, ಮುನವಳ್ಳಿ ತಾ: ಸವದತ್ತಿ - 580 023. ದೂ : 0836-2315225 ಇ-ಮೇಲ್ : eemlcc1bgt@gmail.com ಸಂಖ್ಯೆ : ಕ.ನೀ.ನಿ.ನಿ/ಮ.ಕಾ.ವಿ-3/ತಾ-2/ಟೆಂಡರ್/2025-26/899 ದಿನಾಂಕ : 29-08-2025 ಟೆಂಡರ್ ಪ್ರಕಟಣೆ (2ನೇ ಕರೆ) (ಇ-ಪ್ರೊಕ್ಯೂರ್‌ಮೆಂಟ್ ಪೋರ್ಟಲ್ ಮುಖಾಂತರ) ವ್ಯವಸ್ಥಾಪಕ ನಿರ್ದೇಶಕರು, ಕ.ನೀ.ನಿ.ನಿ., ಬೆಂಗಳೂರು ಇವರ ಪರವಾಗಿ ಕಾರ್ಯಪಾಲಕ ಅಭಿಯಂತರರು, ಕರ್ನಾಟಕ ನೀರಾವರಿ ನಿಗಮ ನಿಯಮಿತ, ಮಲಪ್ರಭಾ ಕಾಲುವೆ ವಿಭಾಗ, ಮುನವಳ್ಳಿ ಇವರು ಈ ಕೆಳಕಂಡ ಕಾಮಗಾರಿಗಾಗಿ ಅರ್ಹ ಗುತ್ತಿಗೆದಾರರಿಂದ ಇ-ಪ್ರೊಕ್ಯೂರ್‌ಮೆಂಟ್ ಮೂಲಕ ಟೆಂಡರ್ ಆಹ್ವಾನಿಸಿದ್ದಾರೆ. ಇಂಡೆಂಟ್ ಸಂಖ್ಯೆ : 3081. ಕಾಮಗಾರಿಯ ಅಂದಾಜು ಮೊತ್ತ : ರೂ. 75.00 ಲಕ್ಷಗಳು, ಇ.ಎಂ.ಡಿ. ಮೊತ್ತ : ರೂ. 1,27,500/-. ಇ-ಟೆಂಡರ್ ದಾಖಲೆಗಳನ್ನು ದಿನಾಂಕ : 18-09-2025 ರ ಸಂಜೆ 4.00 ಗಂಟೆಯವರೆಗೆ ಡೌನ್‌ಲೋಡ್ ಮಾಡಿಕೊಳ್ಳಬಹುದು. ತಾಂತ್ರಿಕ ಬಿಡ್ ತೆರೆಯುವ ದಿನಾಂಕ : 20-09-2025 ರಂದು ಬೆಳಿಗ್ಗೆ 11.00 ಗಂಟೆಗೆ. ಹೆಚ್ಚಿನ ಮಾಹಿತಿಗಾಗಿ http://kppp.karnataka.gov.in ಅನ್ನು ಸಂಪರ್ಕಿಸಬಹುದು. ಹೆಚ್ಚಿನ ಮಾಹಿತಿಗಾಗಿ ಈ ಕಚೇರಿ ದೂರವಾಣಿ ಸಂಖ್ಯೆ : 0836-2315225 ಇಲ್ಲಿ ಸಂಪರ್ಕಿಸಬಹುದು. ಸಹಿ/- ಕಾರ್ಯಪಾಲಕ ಅಭಿಯಂತರರು, ಕ.ನೀ.ನಿ.ನಿ., ಮಲಪ್ರಭಾ ಕಾಲುವೆ ವಿಭಾಗ ನಂ.1, ಮುನವಳ್ಳಿ ವಾಇ/ಮುದ್ರಣ/ಸಿಆರ್‌ಆರ್/1251/2025-26: [462, 580, 697, 892]
- list-item: 7)DMA/2025-26/OW/WORK_INDENT4851: [704, 1189, 825, 1196]
- notice-tumakuru: IN THE COURT OF HON'BLE III ADDL. CIVIL JUDGE AND J.M.F.C AT TUMAKURU EXECUTION NO.154/2023 (O.S.NO.981/2017) D.H.R: R.THIPPESWAMY.M/s... AND: B.SHANTHAKUMARI, W/o Late S.N.Shankarappa, City Nearly Aged about 70 years, R/at 7th Cross, Gandhi Nagar, Tumakuru. NOTICE WHEREAS, the above D.H.R. has instituted a execution petition against the JDR for Execution the registered sale deed. The JDR is hereby Summon to appear in this court in person or by pleader duly entertained and able to answer all material questions relating to the case on 15-10-2025 at 11:00 AM. Take notice that in the event of the cause not being contested the case shall be heard and determined exparte. SCHEDULE The land bearing Sy.No.8/1A (New Sy.No.) and old Sy.No.8 total measuring 1-00 acre out of which towards eastern side 00-01.04.00 guntas situated at Dibbur Village, Kasaba Hobli, Tumakuru Taluk. Given under my hand and seal of the court on 24-07-2025. By order of the Court, Sheristedar (Admin), Civil Judge & JMFC Tumkuru. T.THIPPESWAMY, Advocate Kasturba Road, Gandhinagara, Tumakuru Mobile No: 7899717372: [580, 21, 694, 257]
- table-row: 6 INE528A01015 Caplin Point Lab Ltd 500 Rs.3,87,000.00: [705, 682, 937, 687]
- table-row: 21 INE009A01021 Infosys Limited 100 Rs.1,48,000.00: [705, 757, 937, 762]
- table-row: 16 INE123W01016 SBI Life Insurance 300 Rs.5,58,000.00: [705, 732, 937, 737]
- table-row: 4 INE245A01021 Tata Power Company Ltd 3000 Rs.400.00: [705, 672, 937, 677]
- kannada-public-notice-small: ಸಾರ್ವಜನಿಕ ಪ್ರಕಟಣೆ ಬೆಂಗಳೂರು ನಗರ ಜಿಲ್ಲೆ, ಬೆಂಗಳೂರು ಪೂರ್ವ ತಾಲ್ಲೂಕು, ಕೆ.ಆರ್.ಪುರಂ ಹೋಬಳಿ, ಗ್ರಾಮದ ಸರ್ವೆ ನಂಬರ್ ಜಮೀನಿನ ಬಗ್ಗೆ ಸಾರ್ವಜನಿಕರಿಗೆ ಈ ಮೂಲಕ ತಿಳಿಯಪಡಿಸುವುದೇನೆಂದರೆ, ಈ ಸ್ವತ್ತಿನ ಬಗ್ಗೆ ಯಾರಿಗಾದರೂ ಯಾವುದೇ ಆಕ್ಷೇಪಣೆಗಳಿದ್ದಲ್ಲಿ ಈ ಪ್ರಕಟಣೆ ಹೊರಡಿಸಿದ 7 ದಿನಗಳೊಳಗಾಗಿ ಸೂಕ್ತ ದಾಖಲೆಗಳೊಂದಿಗೆ ಕೆಳಕಂಡ ವಿಳಾಸಕ್ಕೆ ಸಂಪರ್ಕಿಸುವುದು. ತಪ್ಪಿದಲ್ಲಿ ಯಾವುದೇ ಆಕ್ಷೇಪಣೆ ಇಲ್ಲವೆಂದು ಭಾವಿಸಿ ಮುಂದಿನ ಕ್ರಮ ಜರುಗಿಸಲಾಗುವುದು. ಬೆಂಗಳೂರು ನಗರ ಜಿಲ್ಲೆ, ಬೆಂಗಳೂರು ಪೂರ್ವ ತಾಲ್ಲೂಕು, ಕೆ.ಆರ್.ಪುರಂ ಹೋಬಳಿ, ಗ್ರಾಮದ ಸರ್ವೆ ನಂಬರ್ ಜಮೀನಿನ ಬಗ್ಗೆ ಸಾರ್ವಜನಿಕರಿಗೆ ಈ ಮೂಲಕ ತಿಳಿಯಪಡಿಸುವುದೇನೆಂದರೆ, ಈ ಸ್ವತ್ತಿನ ಬಗ್ಗೆ ಯಾರಿಗಾದರೂ ಯಾವುದೇ ಆಕ್ಷೇಪಣೆಗಳಿದ್ದಲ್ಲಿ ಈ ಪ್ರಕಟಣೆ ಹೊರಡಿಸಿದ 7 ದಿನಗಳೊಳಗಾಗಿ ಸೂಕ್ತ ದಾಖಲೆಗಳೊಂದಿಗೆ ಕೆಳಕಂಡ ವಿಳಾಸಕ್ಕೆ ಸಂಪರ್ಕಿಸುವುದು. ತಪ್ಪಿದಲ್ಲಿ ಯಾವುದೇ ಆಕ್ಷೇಪಣೆ ಇಲ್ಲವೆಂದು ಭಾವಿಸಿ ಮುಂದಿನ ಕ್ರಮ ಜರುಗಿಸಲಾಗುವುದು. ಬೆಂಗಳೂರು ನಗರ ಜಿಲ್ಲೆ, ಬೆಂಗಳೂರು ಪೂರ್ವ ತಾಲ್ಲೂಕು, ಕೆ.ಆರ್.ಪುರಂ ಹೋಬಳಿ, ಗ್ರಾಮದ ಸರ್ವೆ ನಂಬರ್ ಜಮೀನಿನ ಬಗ್ಗೆ ಸಾರ್ವಜನಿಕರಿಗೆ ಈ ಮೂಲಕ ತಿಳಿಯಪಡಿಸುವುದೇನೆಂದರೆ, ಈ ಸ್ವತ್ತಿನ ಬಗ್ಗೆ ಯಾರಿಗಾದರೂ ಯಾವುದೇ ಆಕ್ಷೇಪಣೆಗಳಿದ್ದಲ್ಲಿ ಈ ಪ್ರಕಟಣೆ ಹೊರಡಿಸಿದ 7 ದಿನಗಳೊಳಗಾಗಿ ಸೂಕ್ತ ದಾಖಲೆಗಳೊಂದಿಗೆ ಕೆಳಕಂಡ ವಿಳಾಸಕ್ಕೆ ಸಂಪರ್ಕಿಸುವುದು. ತಪ್ಪಿದಲ್ಲಿ ಯಾವುದೇ ಆಕ್ಷೇಪಣೆ ಇಲ್ಲವೆಂದು ಭಾವಿಸಿ ಮುಂದಿನ ಕ್ರಮ ಜರುಗಿಸಲಾಗುವುದು.: [810, 21, 941, 257]
- jck-agm-notice: ಜೆಸಿಕೆ ಇನ್ಫ್ರಾಸ್ಟ್ರಕ್ಚರ್ ಡೆವಲಪ್ಮೆಂಟ್ ಲಿಮಿಟೆಡ್ CIN: L70102KA1979PLC003590 ನಂ.309, 3ನೇ ಮಹಡಿ, ಜೆಸಿಕೆ ಟ್ರೇಡ್ ಸೆಂಟರ್, ಬೆಂಗಳೂರು 560052. ದೂರವಾಣಿ: 080-22203423; ಮಿಂಚಂಚೆ: investors@jckgroup.in 45ನೇ ವಾರ್ಷಿಕ ಸಾಮಾನ್ಯ ಸಭೆಯ ಸೂಚನೆ, ಇ-ಮತದಾನ ಮತ್ತು ಬುಕ್ ಮುಚ್ಚುವಿಕೆಯ ಮಾಹಿತಿ ಕಂಪನಿಯ ಸದಸ್ಯರ 45ನೇ ವಾರ್ಷಿಕ ಸಾಮಾನ್ಯ ಸಭೆಯು (AGM) ಸೆಪ್ಟೆಂಬರ್ 25, 2025ರ ಗುರುವಾರ ಮಧ್ಯಾಹ್ನ 11.30 ಗಂಟೆಗೆ ವಿಡಿಯೋ ಕಾನ್ಫರೆನ್ಸ್ (VC) / ಇತರ ಆಡಿಯೋ ವಿಷುವಲ್ ಮೀನ್ಸ್ (OAVM) ಮೂಲಕ ನಡೆಯಲಿದೆ. 2024-25ನೇ ಹಣಕಾಸು ವರ್ಷದ ವಾರ್ಷಿಕ ವರದಿಯನ್ನು ಎಲೆಕ್ಟ್ರಾನಿಕ್ ವಿಧಾನದ ಮೂಲಕ ಸದಸ್ಯರಿಗೆ ಕಳುಹಿಸಲಾಗಿದೆ. ಇದು ಕಂಪನಿಯ ವೆಬ್‌ಸೈಟ್ www.jckgroup.in ನಲ್ಲಿಯೂ ಲಭ್ಯವಿದೆ. ರಿಮೋಟ್ ಇ-ಮತದಾನವು ಸೆಪ್ಟೆಂಬರ್ 22, 2025 ರಂದು ಬೆಳಿಗ್ಗೆ 9.00 ಗಂಟೆಗೆ ಪ್ರಾರಂಭವಾಗಿ ಸೆಪ್ಟೆಂಬರ್ 24, 2025 ರಂದು ಸಂಜೆ 5.00 ಗಂಟೆಗೆ ಕೊನೆಗೊಳ್ಳುತ್ತದೆ. ಕಟ್-ಆಫ್ ದಿನಾಂಕ ಸೆಪ್ಟೆಂಬರ್ 18, 2025. ಸದಸ್ಯರ ನೋಂದಣಿ ಮತ್ತು ಷೇರು ವರ್ಗಾವಣೆ ಪುಸ್ತಕಗಳನ್ನು ಸೆಪ್ಟೆಂಬರ್ 19, 2025 ರಿಂದ ಸೆಪ್ಟೆಂಬರ್ 25, 2025 ರವರೆಗೆ ಮುಚ್ಚಲಾಗುತ್ತದೆ. ಇ-ಮತದಾನಕ್ಕೆ ಸಂಬಂಧಿಸಿದ ಯಾವುದೇ ಪ್ರಶ್ನೆಗಳಿಗೆ www.evotingindia.com ನಲ್ಲಿ ಲಭ್ಯವಿರುವ FAQ ಗಳನ್ನು ನೋಡಬಹುದು ಅಥವಾ helpdesk.evoting@cdslindia.com ಗೆ ಇಮೇಲ್ ಮಾಡಬಹುದು. ಸಂಪರ್ಕಕ್ಕಾಗಿ giri@integratedindia.in, investors@jckgroup.in ಕಂಪನಿಯ ಸದಸ್ಯರ 45ನೇ ವಾರ್ಷಿಕ ಸಾಮಾನ್ಯ ಸಭೆಯು (AGM) ಸೆಪ್ಟೆಂಬರ್ 25, 2025ರ ಗುರುವಾರ ಮಧ್ಯಾಹ್ನ 11.30 ಗಂಟೆಗೆ ವಿಡಿಯೋ ಕಾನ್ಫರೆನ್ಸ್ (VC) / ಇತರ ಆಡಿಯೋ ವಿಷುವಲ್ ಮೀನ್ಸ್ (OAVM) ಮೂಲಕ ನಡೆಯಲಿದೆ. 2024-25ನೇ ಹಣಕಾಸು ವರ್ಷದ ವಾರ್ಷಿಕ ವರದಿಯನ್ನು ಎಲೆಕ್ಟ್ರಾನಿಕ್ ವಿಧಾನದ ಮೂಲಕ ಸದಸ್ಯರಿಗೆ ಕಳುಹಿಸಲಾಗಿದೆ. ಇದು ಕಂಪನಿಯ ವೆಬ್‌ಸೈಟ್ www.jckgroup.in ನಲ್ಲಿಯೂ ಲಭ್ಯವಿದೆ. ರಿಮೋಟ್ ಇ-ಮತದಾನವು ಸೆಪ್ಟೆಂಬರ್ 22, 2025 ರಂದು ಬೆಳಿಗ್ಗೆ 9.00 ಗಂಟೆಗೆ ಪ್ರಾರಂಭವಾಗಿ ಸೆಪ್ಟೆಂಬರ್ 24, 2025 ರಂದು ಸಂಜೆ 5.00 ಗಂಟೆಗೆ ಕೊನೆಗೊಳ್ಳುತ್ತದೆ. ಕಟ್-ಆಫ್ ದಿನಾಂಕ ಸೆಪ್ಟೆಂಬರ್ 18, 2025. ಸದಸ್ಯರ ನೋಂದಣಿ ಮತ್ತು ಷೇರು ವರ್ಗಾವಣೆ ಪುಸ್ತಕಗಳನ್ನು ಸೆಪ್ಟೆಂಬರ್ 19, 2025 ರಿಂದ ಸೆಪ್ಟೆಂಬರ್ 25, 2025 ರವರೆಗೆ ಮುಚ್ಚಲಾಗುತ್ತದೆ. ಇ-ಮತದಾನಕ್ಕೆ ಸಂಬಂಧಿಸಿದ ಯಾವುದೇ ಪ್ರಶ್ನೆಗಳಿಗೆ www.evotingindia.com ನಲ್ಲಿ ಲಭ್ಯವಿರುವ FAQ ಗಳನ್ನು ನೋಡಬಹುದು ಅಥವಾ helpdesk.evoting@cdslindia.com ಗೆ ಇಮೇಲ್ ಮಾಡಬಹುದು. ಸಂಪರ್ಕಕ್ಕಾಗಿ giri@integratedindia.in, investors@jckgroup.in ಕಂಪನಿಯ ಸದಸ್ಯರ 45ನೇ ವಾರ್ಷಿಕ ಸಾಮಾನ್ಯ ಸಭೆಯು (AGM) ಸೆಪ್ಟೆಂಬರ್ 25, 2025ರ ಗುರುವಾರ ಮಧ್ಯಾಹ್ನ 11.30 ಗಂಟೆಗೆ ವಿಡಿಯೋ ಕಾನ್ಫರೆನ್ಸ್ (VC) / ಇತರ ಆಡಿಯೋ ವಿಷುವಲ್ ಮೀನ್ಸ್ (OAVM) ಮೂಲಕ ನಡೆಯಲಿದೆ. 2024-25ನೇ ಹಣಕಾಸು ವರ್ಷದ ವಾರ್ಷಿಕ ವರದಿಯನ್ನು ಎಲೆಕ್ಟ್ರಾನಿಕ್ ವಿಧಾನದ ಮೂಲಕ ಸದಸ್ಯರಿಗೆ ಕಳುಹಿಸಲಾಗಿದೆ. ಇದು ಕಂಪನಿಯ ವೆಬ್‌ಸೈಟ್ www.jckgroup.in ನಲ್ಲಿಯೂ ಲಭ್ಯವಿದೆ. ರಿಮೋಟ್ ಇ-ಮತದಾನವು ಸೆಪ್ಟೆಂಬರ್ 22, 2025 ರಂದು ಬೆಳಿಗ್ಗೆ 9.00 ಗಂಟೆಗೆ ಪ್ರಾರಂಭವಾಗಿ ಸೆಪ್ಟೆಂಬರ್ 24, 2025 ರಂದು ಸಂಜೆ 5.00 ಗಂಟೆಗೆ ಕೊನೆಗೊಳ್ಳುತ್ತದೆ. ಕಟ್-ಆಫ್ ದಿನಾಂಕ ಸೆಪ್ಟೆಂಬರ್ 18, 2025. ಸದಸ್ಯರ ನೋಂದಣಿ ಮತ್ತು ಷೇರು ವರ್ಗಾವಣೆ ಪುಸ್ತಕಗಳನ್ನು ಸೆಪ್ಟೆಂಬರ್ 19, 2025 ರಿಂದ ಸೆಪ್ಟೆಂಬರ್ 25, 2025 ರವರೆಗೆ ಮುಚ್ಚಲಾಗುತ್ತದೆ. ಇ-ಮತದಾನಕ್ಕೆ ಸಂಬಂಧಿಸಿದ ಯಾವುದೇ ಪ್ರಶ್ನೆಗಳಿಗೆ www.evotingindia.com ನಲ್ಲಿ ಲಭ್ಯವಿರುವ FAQ ಗಳನ್ನು ನೋಡಬಹುದು ಅಥವಾ helpdesk.evoting@cdslindia.com ಗೆ ಇಮೇಲ್ ಮಾಡಬಹುದು. ಸಂಪರ್ಕಕ್ಕಾಗಿ giri@integratedindia.in, investors@jckgroup.in ಕಂಪನಿಯ ಸದಸ್ಯರ 45ನೇ ವಾರ್ಷಿಕ ಸಾಮಾನ್ಯ ಸಭೆಯು (AGM) ಸೆಪ್ಟೆಂಬರ್ 25, 2025ರ ಗುರುವಾರ ಮಧ್ಯಾಹ್ನ 11.30 ಗಂಟೆಗೆ ವಿಡಿಯೋ ಕಾನ್ಫರೆನ್ಸ್ (VC) / ಇತರ ಆಡಿಯೋ ವಿಷುವಲ್ ಮೀನ್ಸ್ (OAVM) ಮೂಲಕ ನಡೆಯಲಿದೆ. 2024-25ನೇ ಹಣಕಾಸು ವರ್ಷದ ವಾರ್ಷಿಕ ವರದಿಯನ್ನು ಎಲೆಕ್ಟ್ರಾನಿಕ್ ವಿಧಾನದ ಮೂಲಕ ಸದಸ್ಯರಿಗೆ ಕಳುಹಿಸಲಾಗಿದೆ. ಇದು ಕಂಪನಿಯ ವೆಬ್‌ಸೈಟ್ www.jckgroup.in ನಲ್ಲಿಯೂ ಲಭ್ಯವಿದೆ. ರಿಮೋಟ್ ಇ-ಮತದಾನವು ಸೆಪ್ಟೆಂಬರ್ 22, 2025 ರಂದು ಬೆಳಿಗ್ಗೆ 9.00 ಗಂಟೆಗೆ ಪ್ರಾರಂಭವಾಗಿ ಸೆಪ್ಟೆಂಬರ್ 24, 2025 ರಂದು ಸಂಜೆ 5.00 ಗಂಟೆಗೆ ಕೊನೆಗೊಳ್ಳುತ್ತದೆ. ಕಟ್-ಆಫ್ ದಿನಾಂಕ ಸೆಪ್ಟೆಂಬರ್ 18, 2025. ಸದಸ್ಯರ ನೋಂದಣಿ ಮತ್ತು ಷೇರು ವರ್ಗಾವಣೆ ಪುಸ್ತಕಗಳನ್ನು ಸೆಪ್ಟೆಂಬರ್ 19, 2025 ರಿಂದ ಸೆಪ್ಟೆಂಬರ್ 25, 2025 ರವರೆಗೆ ಮುಚ್ಚಲಾಗುತ್ತದೆ. ಇ-ಮತದಾನಕ್ಕೆ ಸಂಬಂಧಿಸಿದ ಯಾವುದೇ ಪ್ರಶ್ನೆಗಳಿಗೆ www.evotingindia.com ನಲ್ಲಿ ಲಭ್ಯವಿರುವ FAQ ಗಳನ್ನು ನೋಡಬಹುದು ಅಥವಾ helpdesk.evoting@cdslindia.com ಗೆ ಇಮೇಲ್ ಮಾಡಬಹುದು. ಸಂಪರ್ಕಕ್ಕಾಗಿ giri@integratedindia.in, investors@jckgroup.in ನಿರ್ದೇಶಕ ಮಂಡಳಿಯ ಆದೇಶದಂತೆ, ಜೆಸಿಕೆ ಇನ್ಫ್ರಾಸ್ಟ್ರಕ್ಚರ್ ಡೆವಲಪ್ಮೆಂಟ್ ಲಿಮಿಟೆಡ್, ಸಹಿ/- ಪ್ರದೀಪ್ ಅರ್ಶಿ, ಕಂಪನಿ ಸೆಕ್ರೆಟರಿ ಸ್ಥಳ: ಬೆಂಗಳೂರು ದಿನಾಂಕ: 30.08.2025: [4, 571, 230, 1443]
- ad-contact-title: ಜಾಹೀರಾತಿಗಾಗಿ ಸಂಪರ್ಕಿಸಿ :: [774, 265, 865, 276]
- table-row: 5 INE148F01024 Rain Industries Ltd 1943 Rs.58,290.00: [705, 677, 937, 682]
- table-row: 13 INE001A01036 HDFC Limited 200 Rs.5,50,000.00: [705, 717, 937, 722]
